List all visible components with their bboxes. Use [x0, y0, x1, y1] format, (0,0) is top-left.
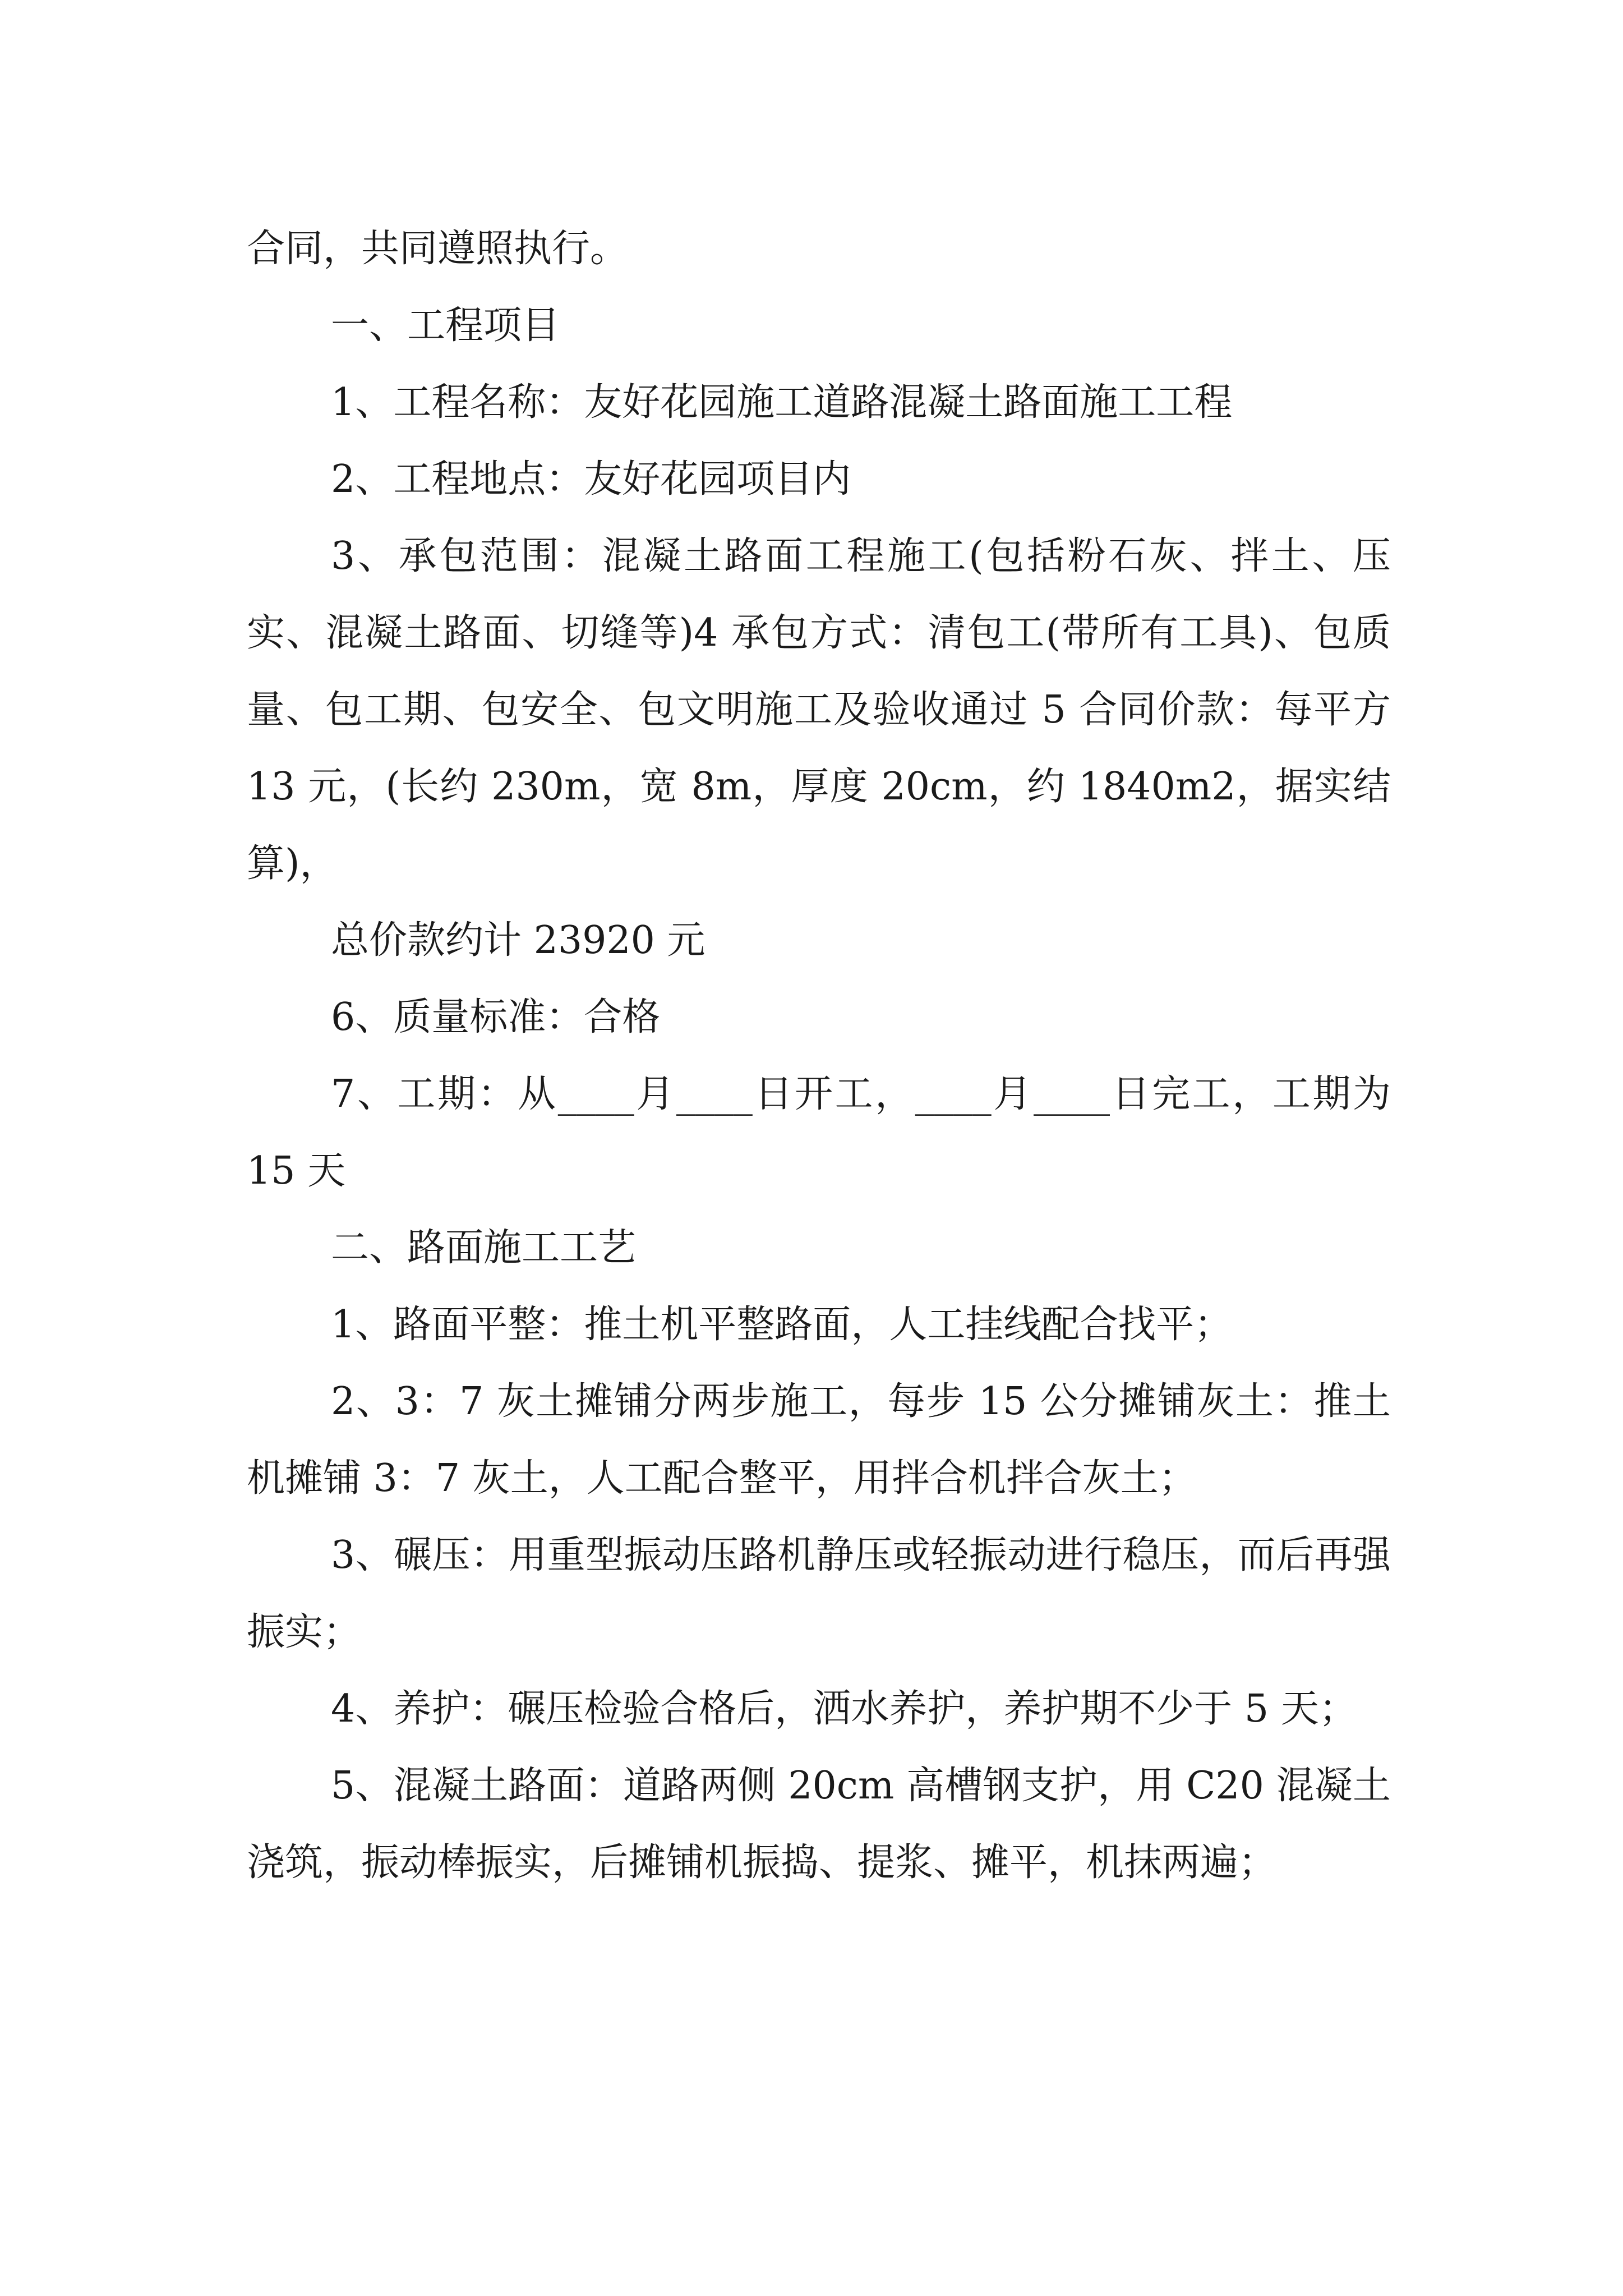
paragraph-quality-standard: 6、质量标准：合格	[331, 995, 661, 1039]
paragraph-project-name: 1、工程名称：友好花园施工道路混凝土路面施工工程	[331, 380, 1233, 425]
heading-project: 一、工程项目	[331, 303, 560, 348]
heading-paving-process: 二、路面施工工艺	[331, 1226, 637, 1270]
paragraph-construction-period: 7、工期：从____月____日开工，____月____日完工，工期为 15 天	[247, 1072, 1391, 1193]
paragraph-lime-soil-paving: 2、3：7 灰土摊铺分两步施工，每步 15 公分摊铺灰土：推土机摊铺 3：7 灰土，人工配合整平，用拌合机拌合灰土；	[247, 1379, 1391, 1501]
document-body	[247, 210, 1391, 1901]
paragraph-total-price: 总价款约计 23920 元	[331, 918, 706, 963]
paragraph-curing: 4、养护：碾压检验合格后，洒水养护，养护期不少于 5 天；	[331, 1687, 1357, 1731]
paragraph-road-leveling: 1、路面平整：推土机平整路面，人工挂线配合找平；	[331, 1303, 1233, 1347]
paragraph-contract-closing: 合同，共同遵照执行。	[247, 227, 629, 271]
paragraph-concrete-pavement: 5、混凝土路面：道路两侧 20cm 高槽钢支护，用 C20 混凝土浇筑，振动棒振实，后摊铺机振捣、提浆、摊平，机抹两遍；	[247, 1764, 1391, 1885]
paragraph-contract-scope: 3、承包范围：混凝土路面工程施工(包括粉石灰、拌土、压实、混凝土路面、切缝等)4 承包方式：清包工(带所有工具)、包质量、包工期、包安全、包文明施工及验收通过 5 合同价款：每平方 13 元，(长约 230m，宽 8m，厚度 20cm，约 1840m2，据实结算)，	[247, 534, 1391, 886]
paragraph-compaction: 3、碾压：用重型振动压路机静压或轻振动进行稳压，而后再强振实；	[247, 1533, 1391, 1654]
paragraph-project-location: 2、工程地点：友好花园项目内	[331, 457, 851, 501]
